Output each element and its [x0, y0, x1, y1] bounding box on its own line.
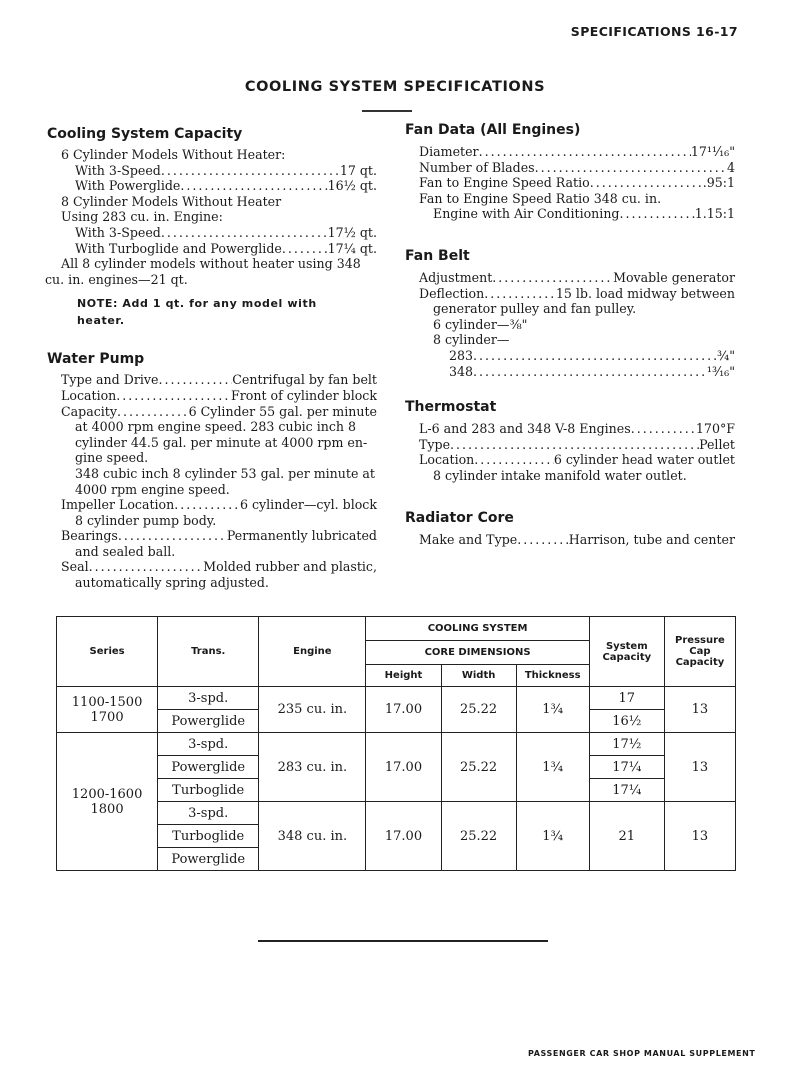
- cooling-spec-table: [56, 616, 736, 871]
- spec-value: 17¹¹⁄₁₆": [690, 144, 735, 159]
- section-heading-fan-belt: Fan Belt: [405, 247, 470, 264]
- spec-line: [405, 175, 735, 191]
- leader-dots: [161, 225, 328, 241]
- spec-label: 8 cylinder intake manifold water outlet.: [433, 467, 687, 483]
- spec-value: 17½ qt.: [327, 224, 377, 240]
- spec-line: [47, 466, 377, 482]
- spec-label: Capacity: [61, 403, 117, 419]
- header-thickness: Thickness: [516, 665, 589, 687]
- spec-label: With 3-Speed: [75, 162, 161, 178]
- spec-value: 4: [726, 159, 735, 175]
- spec-line: [405, 437, 735, 453]
- leader-dots: [631, 421, 696, 437]
- spec-label: 8 cylinder pump body.: [75, 512, 217, 528]
- cell-system-capacity: 17½: [589, 733, 664, 756]
- leader-dots: [620, 206, 695, 222]
- spec-label: Adjustment: [419, 269, 493, 285]
- spec-value: 6 cylinder head water outlet: [553, 452, 735, 468]
- spec-label: cylinder 44.5 gal. per minute at 4000 rpm en-: [75, 434, 368, 450]
- spec-label: 348: [449, 363, 474, 379]
- leader-dots: [473, 364, 707, 380]
- spec-line: [47, 497, 377, 513]
- spec-label: Seal: [61, 559, 89, 575]
- spec-line: [47, 559, 377, 575]
- cell-trans: Powerglide: [158, 848, 259, 871]
- cell-thickness: 1¾: [516, 687, 589, 733]
- spec-label: automatically spring adjusted.: [75, 575, 269, 591]
- spec-label: Type: [419, 436, 451, 452]
- spec-line: [405, 144, 735, 160]
- leader-dots: [116, 388, 231, 404]
- spec-line: [47, 575, 377, 591]
- spec-label: Location: [419, 452, 475, 468]
- leader-dots: [484, 286, 556, 302]
- page-title: COOLING SYSTEM SPECIFICATIONS: [244, 79, 546, 95]
- cell-height: 17.00: [366, 733, 441, 802]
- cell-engine: 235 cu. in.: [259, 687, 366, 733]
- spec-value: Centrifugal by fan belt: [232, 372, 377, 388]
- cell-trans: 3-spd.: [158, 733, 259, 756]
- cell-trans: Turboglide: [158, 825, 259, 848]
- cell-width: 25.22: [441, 802, 516, 871]
- leader-dots: [158, 372, 232, 388]
- spec-label: Fan to Engine Speed Ratio: [419, 175, 590, 191]
- spec-label: at 4000 rpm engine speed. 283 cubic inch 8: [75, 419, 357, 435]
- spec-label: With Turboglide and Powerglide: [75, 240, 282, 256]
- spec-line: [405, 191, 735, 207]
- cell-system-capacity: 17: [589, 687, 664, 710]
- spec-label: Impeller Location: [61, 497, 175, 513]
- cell-engine: 348 cu. in.: [259, 802, 366, 871]
- header-width: Width: [441, 665, 516, 687]
- leader-dots: [535, 160, 727, 176]
- cell-system-capacity: 21: [589, 802, 664, 871]
- spec-value: Molded rubber and plastic,: [203, 559, 377, 575]
- cell-system-capacity: 17¼: [589, 779, 664, 802]
- spec-label: Bearings: [61, 528, 118, 544]
- spec-label: gine speed.: [75, 450, 149, 466]
- spec-line: [47, 544, 377, 560]
- spec-label: and sealed ball.: [75, 543, 176, 559]
- cell-engine: 283 cu. in.: [259, 733, 366, 802]
- cell-trans: Powerglide: [158, 710, 259, 733]
- cell-system-capacity: 16½: [589, 710, 664, 733]
- spec-value: 6 Cylinder 55 gal. per minute: [188, 403, 377, 419]
- spec-line: [47, 372, 377, 388]
- section-heading-water-pump: Water Pump: [47, 351, 145, 368]
- spec-line: [405, 532, 735, 548]
- section-heading-thermostat: Thermostat: [405, 399, 497, 416]
- leader-dots: [117, 404, 189, 420]
- spec-line: [405, 452, 735, 468]
- section-heading-fan-data: Fan Data (All Engines): [405, 122, 581, 138]
- spec-line: [47, 194, 377, 210]
- bottom-rule: [258, 940, 548, 942]
- leader-dots: [118, 528, 227, 544]
- leader-dots: [492, 270, 613, 286]
- spec-line: [47, 419, 377, 435]
- spec-label: Diameter: [419, 144, 479, 159]
- spec-line: [47, 450, 377, 466]
- spec-label: cu. in. engines—21 qt.: [45, 271, 188, 287]
- spec-line: [405, 206, 735, 222]
- spec-label: With Powerglide: [75, 178, 181, 194]
- spec-label: Make and Type: [419, 531, 518, 547]
- spec-label: Number of Blades: [419, 159, 535, 175]
- spec-value: 17¼ qt.: [327, 240, 377, 256]
- spec-line: [47, 256, 377, 272]
- header-cooling-system: COOLING SYSTEM: [366, 617, 589, 641]
- spec-line: [45, 272, 377, 288]
- header-engine: Engine: [259, 617, 366, 687]
- cell-trans: 3-spd.: [158, 687, 259, 710]
- spec-line: [405, 160, 735, 176]
- spec-label: L-6 and 283 and 348 V-8 Engines: [419, 421, 631, 437]
- spec-label: 6 Cylinder Models Without Heater:: [61, 147, 286, 162]
- spec-line: [405, 286, 735, 302]
- right-column: [405, 122, 735, 547]
- spec-line: [47, 435, 377, 451]
- leader-dots: [161, 163, 340, 179]
- cell-pressure-cap: 13: [664, 802, 735, 871]
- spec-label: 4000 rpm engine speed.: [75, 481, 230, 497]
- spec-line: [405, 332, 735, 348]
- spec-value: ¾": [717, 347, 735, 363]
- spec-label: All 8 cylinder models without heater using 348: [61, 256, 361, 272]
- leader-dots: [89, 559, 204, 575]
- spec-line: [47, 178, 377, 194]
- running-head: SPECIFICATIONS 16-17: [570, 24, 738, 39]
- spec-label: generator pulley and fan pulley.: [433, 301, 637, 317]
- leader-dots: [180, 178, 327, 194]
- spec-label: With 3-Speed: [75, 224, 161, 240]
- cell-thickness: 1¾: [516, 733, 589, 802]
- header-height: Height: [366, 665, 441, 687]
- spec-line: [47, 163, 377, 179]
- spec-line: [47, 225, 377, 241]
- spec-line: [47, 528, 377, 544]
- cell-series: 1100-1500 1700: [57, 687, 158, 733]
- spec-label: Using 283 cu. in. Engine:: [61, 209, 223, 225]
- spec-line: [47, 147, 377, 163]
- spec-label: 348 cubic inch 8 cylinder 53 gal. per minute at: [75, 465, 375, 481]
- spec-value: 170°F: [695, 421, 735, 437]
- cell-width: 25.22: [441, 733, 516, 802]
- cell-width: 25.22: [441, 687, 516, 733]
- spec-value: Permanently lubricated: [226, 528, 377, 544]
- spec-line: [405, 317, 735, 333]
- spec-line: [405, 270, 735, 286]
- spec-value: 17 qt.: [339, 162, 377, 178]
- leader-dots: [590, 175, 703, 191]
- cell-height: 17.00: [366, 687, 441, 733]
- spec-value: Harrison, tube and center: [568, 531, 735, 547]
- cell-series: 1200-1600 1800: [57, 733, 158, 871]
- table-row: [57, 802, 736, 825]
- cell-trans: Turboglide: [158, 779, 259, 802]
- title-rule: [362, 110, 412, 112]
- cell-trans: 3-spd.: [158, 802, 259, 825]
- header-trans: Trans.: [158, 617, 259, 687]
- cooling-capacity-list: [47, 147, 377, 287]
- spec-line: [47, 209, 377, 225]
- thermostat-list: [405, 421, 735, 483]
- section-heading-radiator-core: Radiator Core: [405, 509, 514, 526]
- footer-text: PASSENGER CAR SHOP MANUAL SUPPLEMENT: [528, 1049, 756, 1058]
- spec-label: Fan to Engine Speed Ratio 348 cu. in.: [419, 190, 662, 206]
- leader-dots: [450, 437, 699, 453]
- spec-line: [405, 421, 735, 437]
- table-row: [57, 687, 736, 710]
- spec-label: 8 Cylinder Models Without Heater: [61, 193, 282, 209]
- spec-line: [47, 513, 377, 529]
- radiator-core-list: [405, 532, 735, 548]
- spec-label: Type and Drive: [61, 372, 159, 388]
- spec-value: ¹³⁄₁₆": [706, 363, 735, 379]
- fan-belt-list: [405, 270, 735, 379]
- section-heading-cooling-capacity: Cooling System Capacity: [47, 126, 243, 142]
- cell-pressure-cap: 13: [664, 733, 735, 802]
- spec-line: [405, 348, 735, 364]
- spec-value: 16½ qt.: [327, 178, 377, 194]
- cell-pressure-cap: 13: [664, 687, 735, 733]
- header-series: Series: [57, 617, 158, 687]
- header-pressure-cap: Pressure Cap Capacity: [664, 617, 735, 687]
- spec-line: [405, 364, 735, 380]
- fan-data-list: [405, 144, 735, 222]
- spec-label: Location: [61, 387, 117, 403]
- cell-height: 17.00: [366, 802, 441, 871]
- spec-label: 6 cylinder—⅜": [433, 316, 528, 332]
- spec-line: [47, 404, 377, 420]
- spec-value: Pellet: [699, 436, 735, 452]
- cell-system-capacity: 17¼: [589, 756, 664, 779]
- cell-thickness: 1¾: [516, 802, 589, 871]
- spec-value: .95:1: [702, 175, 735, 191]
- leader-dots: [474, 452, 554, 468]
- spec-value: Movable generator: [613, 269, 735, 285]
- leader-dots: [282, 241, 328, 257]
- spec-label: 8 cylinder—: [433, 332, 510, 348]
- header-system-capacity: System Capacity: [589, 617, 664, 687]
- table-row: [57, 733, 736, 756]
- note-text: NOTE: Add 1 qt. for any model with heater.: [77, 297, 317, 328]
- cell-trans: Powerglide: [158, 756, 259, 779]
- leader-dots: [473, 348, 717, 364]
- spec-value: 15 lb. load midway between: [555, 285, 735, 301]
- spec-value: Front of cylinder block: [231, 387, 377, 403]
- water-pump-list: [47, 372, 377, 590]
- leader-dots: [479, 144, 691, 160]
- leader-dots: [174, 497, 240, 513]
- spec-label: Deflection: [419, 285, 485, 301]
- spec-line: [47, 241, 377, 257]
- header-core-dimensions: CORE DIMENSIONS: [366, 641, 589, 665]
- spec-value: 1.15:1: [694, 206, 735, 222]
- left-column: [47, 126, 377, 591]
- spec-line: [405, 301, 735, 317]
- spec-value: 6 cylinder—cyl. block: [239, 497, 377, 513]
- spec-line: [47, 482, 377, 498]
- spec-line: [47, 388, 377, 404]
- leader-dots: [517, 532, 569, 548]
- spec-label: Engine with Air Conditioning: [433, 206, 620, 222]
- spec-line: [405, 468, 735, 484]
- spec-label: 283: [449, 347, 474, 363]
